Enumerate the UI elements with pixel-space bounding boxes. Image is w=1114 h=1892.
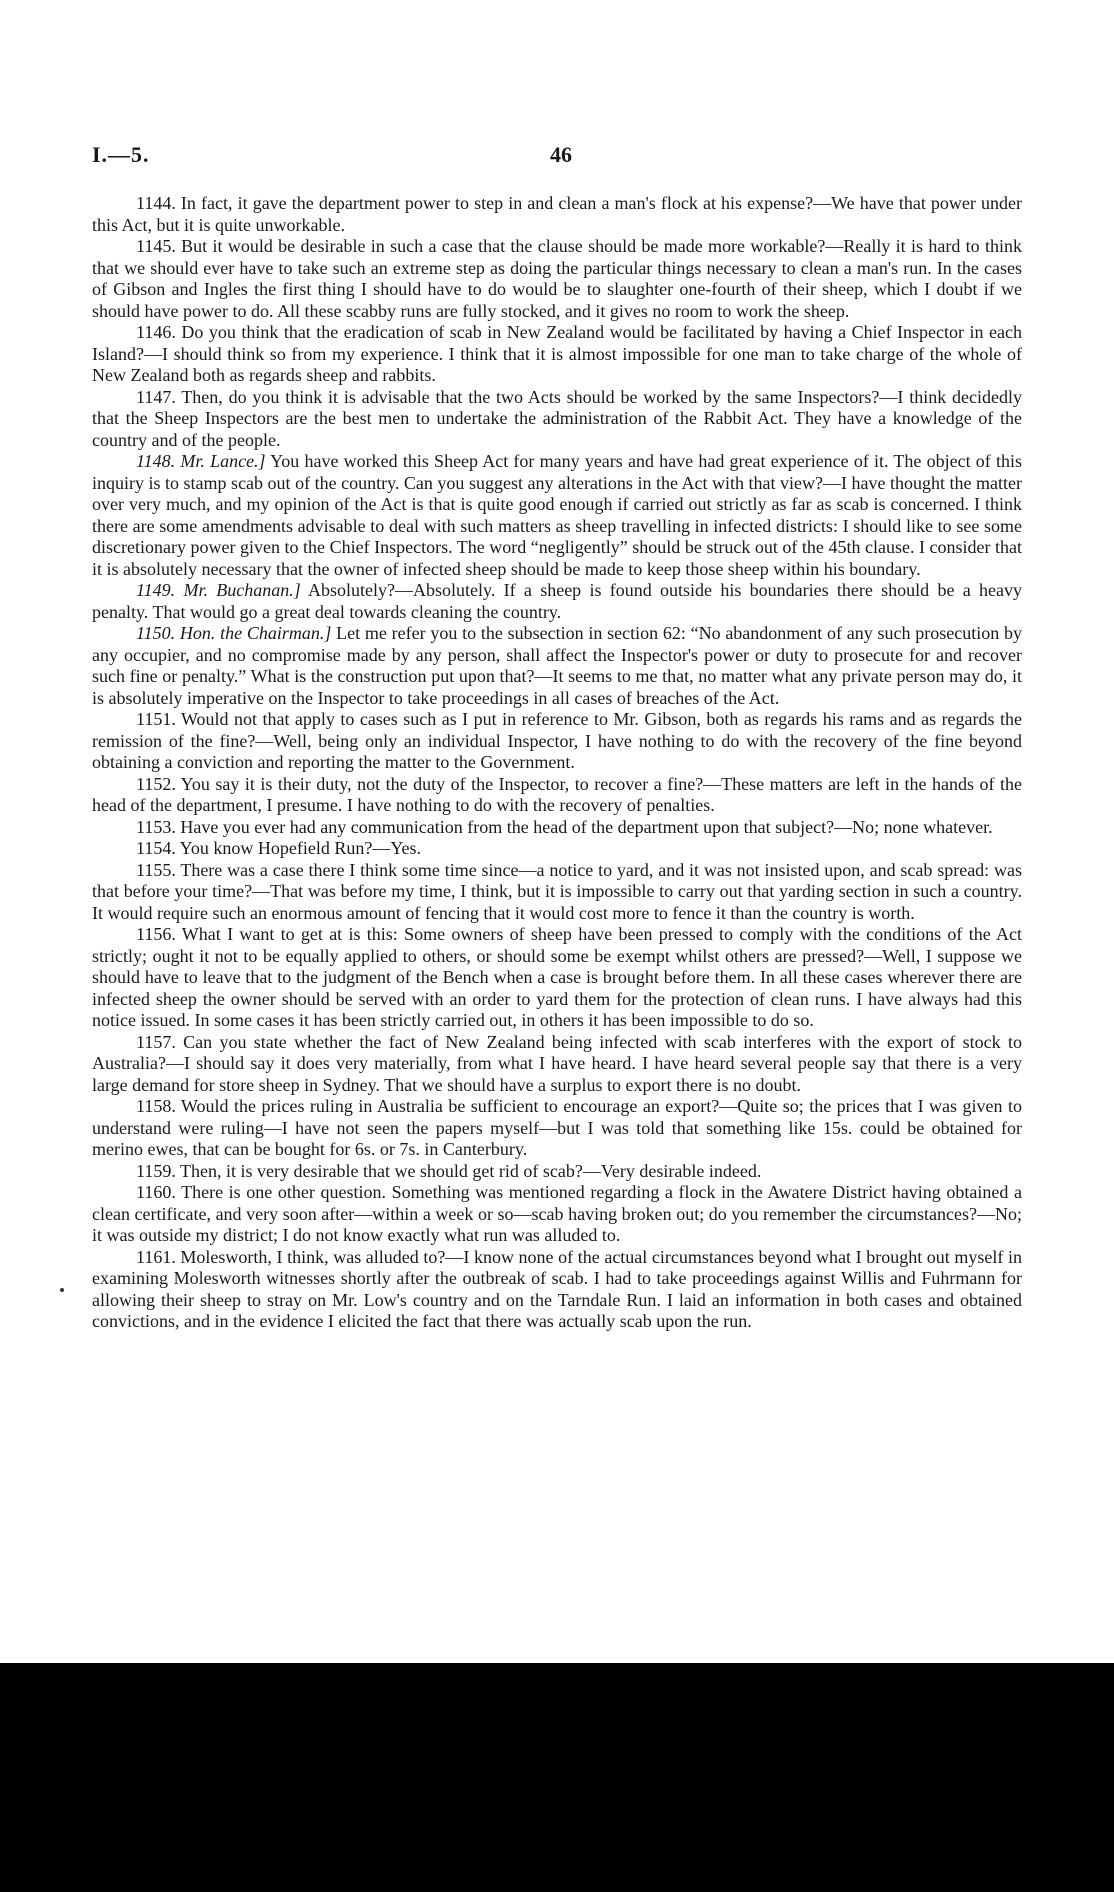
page-number: 46 — [550, 142, 572, 167]
scan-speck — [60, 1288, 64, 1292]
paragraph-1147: 1147. Then, do you think it is advisable that the two Acts should be worked by the same Inspectors?—I think decidedly that the Sheep Inspectors are the best men to undertake the administration of the Rabbit Act. They have a knowledge of the country and of the people. — [92, 386, 1022, 450]
paragraph-1144: 1144. In fact, it gave the department power to step in and clean a man's flock at his expense?—We have that power under this Act, but it is quite unworkable. — [92, 193, 1022, 235]
page-header — [92, 142, 1022, 172]
paragraph-1161: 1161. Molesworth, I think, was alluded to?—I know none of the actual circumstances beyond what I brought out myself in examining Molesworth witnesses shortly after the outbreak of scab. I had to take proceedings against Willis and Fuhrmann for allowing their sheep to stray on Mr. Low's country and on the Tarndale Run. I laid an information in both cases and obtained convictions, and in the evidence I elicited the fact that there was actually scab upon the run. — [92, 1246, 1022, 1331]
paragraph-1150: 1150. Hon. the Chairman.] Let me refer you to the subsection in section 62: “No abandonment of any such prosecution by any occupier, and no compromise made by any person, shall affect the Inspector's power or duty to prosecute for and recover such fine or penalty.” What is the construction put upon that?—It seems to me that, no matter what any private person may do, it is absolutely imperative on the Inspector to take proceedings in all cases of breaches of the Act. — [92, 623, 1022, 708]
paragraph-1148: 1148. Mr. Lance.] You have worked this Sheep Act for many years and have had great experience of it. The object of this inquiry is to stamp scab out of the country. Can you suggest any alterations in the Act with that view?—I have thought the matter over very much, and my opinion of the Act is that is quite good enough if carried out strictly as far as scab is concerned. I think there are some amendments advisable to deal with such matters as sheep travelling in infected districts: I should like to see some discretionary power given to the Chief Inspectors. The word “negligently” should be struck out of the 45th clause. I consider that it is absolutely necessary that the owner of infected sheep should be made to keep those sheep within his boundary. — [92, 451, 1022, 579]
paragraph-1146: 1146. Do you think that the eradication of scab in New Zealand would be facilitated by having a Chief Inspector in each Island?—I should think so from my experience. I think that it is almost impossible for one man to take charge of the whole of New Zealand both as regards sheep and rabbits. — [92, 322, 1022, 385]
paragraph-1145: 1145. But it would be desirable in such a case that the clause should be made more workable?—Really it is hard to think that we should ever have to take such an extreme step as doing the particular things necessary to clean a man's run. In the cases of Gibson and Ingles the first thing I should have to do would be to slaughter one-fourth of their sheep, which I doubt if we should have power to do. All these scabby runs are fully stocked, and it gives no room to work the sheep. — [92, 236, 1022, 321]
document-reference: I.—5. — [92, 142, 150, 167]
paragraph-1149: 1149. Mr. Buchanan.] Absolutely?—Absolutely. If a sheep is found outside his boundaries there should be a heavy penalty. That would go a great deal towards cleaning the country. — [92, 580, 1022, 622]
paragraph-1158: 1158. Would the prices ruling in Australia be sufficient to encourage an export?—Quite so; the prices that I was given to understand were ruling—I have not seen the papers myself—but I was told that something like 15s. could be obtained for merino ewes, that can be bought for 6s. or 7s. in Canterbury. — [92, 1096, 1022, 1159]
speaker-prefix: 1150. Hon. the Chairman.] — [136, 623, 332, 643]
paragraph-1153: 1153. Have you ever had any communication from the head of the department upon that subject?—No; none whatever. — [136, 816, 993, 837]
paragraph-1151: 1151. Would not that apply to cases such as I put in reference to Mr. Gibson, both as regards his rams and as regards the remission of the fine?—Well, being only an individual Inspector, I have nothing to do with the recovery of the fine beyond obtaining a conviction and reporting the matter to the Government. — [92, 709, 1022, 772]
paragraph-1157: 1157. Can you state whether the fact of New Zealand being infected with scab interferes with the export of stock to Australia?—I should say it does very materially, from what I have heard. I have heard several people say that there is a very large demand for store sheep in Sydney. That we should have a surplus to export there is no doubt. — [92, 1031, 1022, 1095]
paragraph-1160: 1160. There is one other question. Something was mentioned regarding a flock in the Awatere District having obtained a clean certificate, and very soon after—within a week or so—scab having broken out; do you remember the circumstances?—No; it was outside my district; I do not know exactly what run was alluded to. — [92, 1182, 1022, 1245]
document-body — [92, 193, 1022, 1661]
paragraph-1156: 1156. What I want to get at is this: Some owners of sheep have been pressed to comply with the conditions of the Act strictly; ought it not to be equally applied to others, or should some be exempt whilst others are pressed?—Well, I suppose we should have to leave that to the judgment of the Bench when a case is brought before them. In all these cases wherever there are infected sheep the owner should be served with an order to yard them for the protection of clean runs. I have always had this notice issued. In some cases it has been strictly carried out, in others it has been impossible to do so. — [92, 924, 1022, 1030]
paragraph-1159: 1159. Then, it is very desirable that we should get rid of scab?—Very desirable indeed. — [136, 1160, 762, 1181]
scan-black-band — [0, 1663, 1114, 1892]
speaker-prefix: 1148. Mr. Lance.] — [136, 451, 266, 471]
paragraph-1154: 1154. You know Hopefield Run?—Yes. — [136, 838, 422, 858]
paragraph-1155: 1155. There was a case there I think some time since—a notice to yard, and it was not insisted upon, and scab spread: was that before your time?—That was before my time, I think, but it is impossible to carry out that yarding section in such a country. It would require such an enormous amount of fencing that it would cost more to fence it than the country is worth. — [92, 859, 1022, 923]
paragraph-1152: 1152. You say it is their duty, not the duty of the Inspector, to recover a fine?—These matters are left in the hands of the head of the department, I presume. I have nothing to do with the recovery of penalties. — [92, 773, 1022, 815]
speaker-prefix: 1149. Mr. Buchanan.] — [136, 580, 301, 600]
